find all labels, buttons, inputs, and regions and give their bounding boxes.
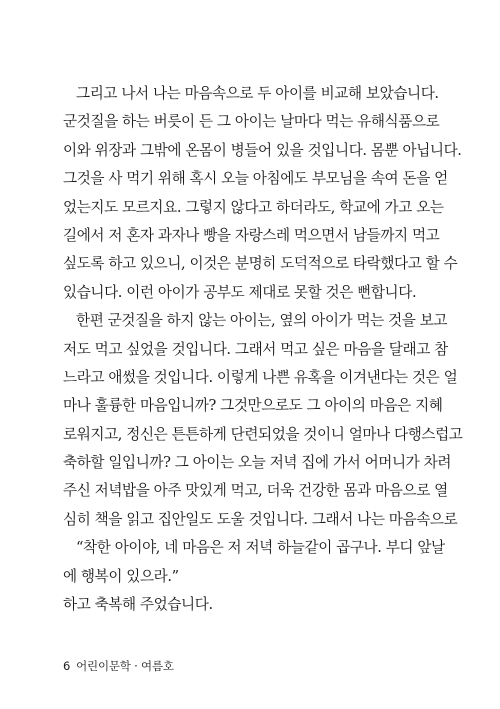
text-line: 느라고 애썼을 것입니다. 이렇게 나쁜 유혹을 이겨낸다는 것은 얼	[63, 368, 458, 386]
text-line: “착한 아이야, 네 마음은 저 저녁 하늘같이 곱구나. 부디 앞날	[76, 539, 445, 557]
page-number: 6	[63, 659, 71, 673]
text-line: 그것을 사 먹기 위해 혹시 오늘 아침에도 부모님을 속여 돈을 얻	[63, 170, 448, 188]
text-line: 있습니다. 이런 아이가 공부도 제대로 못할 것은 뻔합니다.	[63, 283, 417, 301]
text-line: 이와 위장과 그밖에 온몸이 병들어 있을 것입니다. 몸뿐 아닙니다.	[63, 141, 462, 159]
text-line: 싶도록 하고 있으니, 이것은 분명히 도덕적으로 타락했다고 할 수	[63, 255, 458, 273]
page-footer	[63, 658, 174, 674]
text-line: 저도 먹고 싶었을 것입니다. 그래서 먹고 싶은 마음을 달래고 참	[63, 340, 448, 358]
text-line: 하고 축복해 주었습니다.	[63, 596, 213, 614]
text-line: 에 행복이 있으라.”	[63, 567, 179, 585]
text-line: 심히 책을 읽고 집안일도 도울 것입니다. 그래서 나는 마음속으로	[63, 510, 458, 528]
publication-title: 어린이문학 · 여름호	[76, 659, 174, 673]
text-line: 마나 훌륭한 마음입니까? 그것만으로도 그 아이의 마음은 지혜	[63, 397, 443, 415]
text-line: 축하할 일입니까? 그 아이는 오늘 저녁 집에 가서 어머니가 차려	[63, 454, 452, 472]
text-line: 한편 군것질을 하지 않는 아이는, 옆의 아이가 먹는 것을 보고	[76, 312, 448, 330]
text-line: 었는지도 모르지요. 그렇지 않다고 하더라도, 학교에 가고 오는	[63, 198, 444, 216]
text-line: 주신 저녁밥을 아주 맛있게 먹고, 더욱 건강한 몸과 마음으로 열	[63, 482, 448, 500]
text-line: 길에서 저 혼자 과자나 빵을 자랑스레 먹으면서 남들까지 먹고	[63, 226, 440, 244]
text-line: 군것질을 하는 버릇이 든 그 아이는 날마다 먹는 유해식품으로	[63, 113, 440, 131]
body-text	[63, 80, 463, 619]
text-line: 로워지고, 정신은 튼튼하게 단련되었을 것이니 얼마나 다행스럽고	[63, 425, 463, 443]
text-line: 그리고 나서 나는 마음속으로 두 아이를 비교해 보았습니다.	[76, 85, 439, 102]
